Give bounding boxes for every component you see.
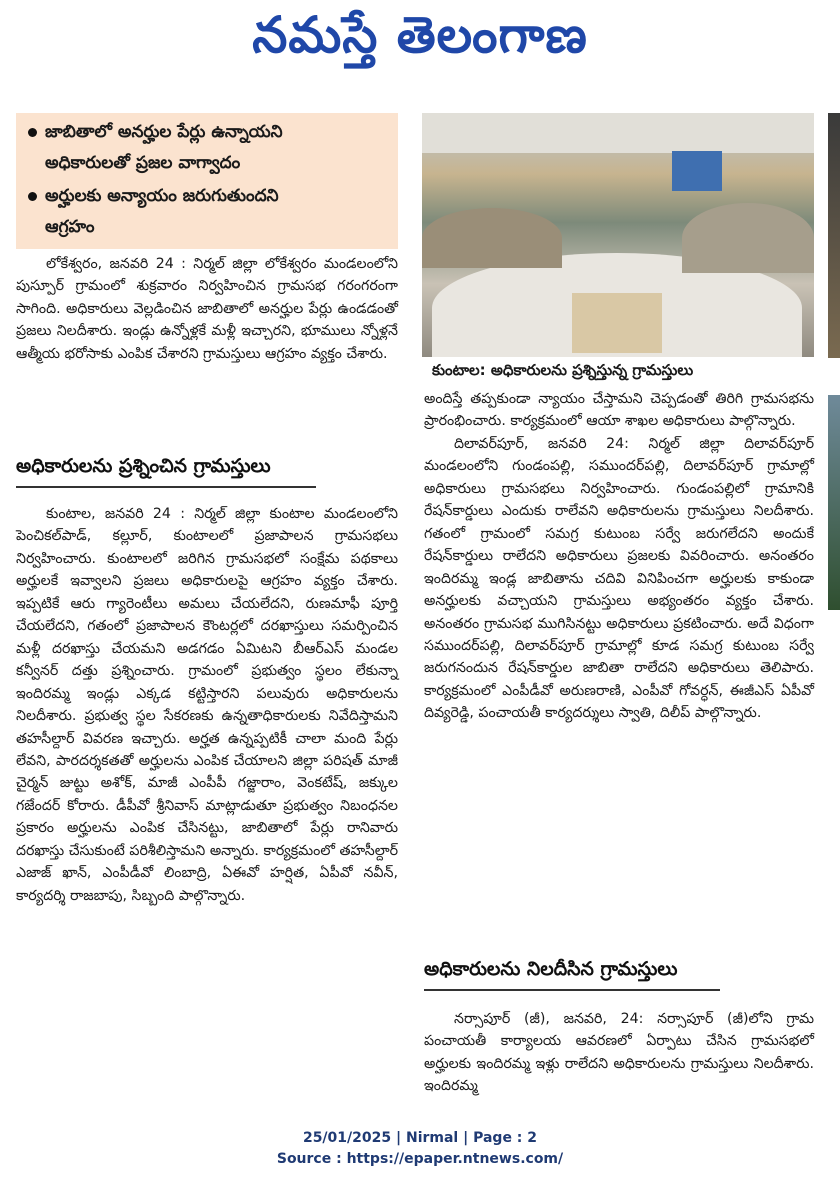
- highlight-item-cont: ఆగ్రహం: [45, 217, 95, 237]
- photo-caption: కుంటాల: అధికారులను ప్రశ్నిస్తున్న గ్రామస్తులు: [432, 361, 694, 379]
- article-right-top: [424, 388, 814, 725]
- article-left-intro: [16, 253, 398, 365]
- photo-banner: [672, 151, 722, 191]
- article-left-body: [16, 503, 398, 907]
- highlight-item: జాబితాలో అనర్హుల పేర్లు ఉన్నాయని: [28, 117, 388, 148]
- bullet-icon: [28, 128, 37, 137]
- article-paragraph: కుంటాల, జనవరి 24 : నిర్మల్ జిల్లా కుంటాల మండలంలోని పెంచికల్‌పాడ్, కల్లూర్, కుంటాలలో ప్రజాపాలన గ్రామసభలు నిర్వహించారు. కుంటాలలో జరిగిన గ్రామసభలో సంక్షేమ పథకాలు అర్హులకే ఇవ్వాలని ప్రజలు అధికారులపై ఆగ్రహం వ్యక్తం చేశారు. ఇప్పటికే ఆరు గ్యారెంటీలు అమలు చేయలేదని, రుణమాఫీ పూర్తి చేయలేదని, గతంలో ప్రజాపాలన కౌంటర్లలో దరఖాస్తులు సమర్పించిన మళ్లీ దరఖాస్తు చేయమని అడగడం ఏమిటని బీఆర్‌ఎస్ మండల కన్వీనర్ దత్తు ప్రశ్నించారు. గ్రామంలో ప్రభుత్వం స్థలం లేకున్నా ఇందిరమ్మ ఇండ్లు ఎక్కడ కట్టిస్తారని పలువురు అధికారులను నిలదీశారు. ప్రభుత్వ స్థల సేకరణకు ఉన్నతాధికారులకు నివేదిస్తామని తహసీల్దార్ వివరణ ఇచ్చారు. అర్హత ఉన్నప్పటికీ చాలా మంది పేర్లు లేవని, పారదర్శకతతో అర్హులను ఎంపిక చేయాలని జిల్లా పరిషత్ మాజీ చైర్మన్ జుట్టు అశోక్, మాజీ ఎంపీపీ గజ్జారాం, వెంకటేష్, జక్కుల గజేందర్ కోరారు. డీపీవో శ్రీనివాస్ మాట్లాడుతూ ప్రభుత్వం నిబంధనల ప్రకారం అర్హులను ఎంపిక చేసినట్టు, జాబితాలో పేర్లు రానివారు దరఖాస్తు చేసుకుంటే పరిశీలిస్తామని అన్నారు. కార్యక్రమంలో తహసీల్దార్ ఎజాజ్ ఖాన్, ఎంపీడీవో లింబాద్రి, ఏఈవో హర్షిత, ఏపీవో నవీన్, కార్యదర్శి రాజబాపు, సిబ్బంది పాల్గొన్నారు.: [16, 506, 398, 904]
- subheading-underline: [424, 989, 720, 991]
- adjacent-photo-edge: [828, 395, 840, 610]
- footer-source-line: Source : https://epaper.ntnews.com/: [276, 1151, 564, 1167]
- footer-date-line: 25/01/2025 | Nirmal | Page : 2: [302, 1130, 538, 1146]
- highlights-box: [16, 113, 398, 249]
- photo-crowd: [682, 203, 814, 273]
- subheading: అధికారులను నిలదీసిన గ్రామస్తులు: [424, 958, 678, 980]
- article-right-bottom: [424, 1008, 814, 1098]
- photo-tent: [422, 113, 814, 153]
- masthead-title: నమస్తే తెలంగాణ: [252, 6, 588, 64]
- masthead: [0, 6, 840, 70]
- article-paragraph: దిలావర్‌పూర్, జనవరి 24: నిర్మల్ జిల్లా దిలావర్‌పూర్ మండలంలోని గుండంపల్లి, సముందర్‌పల్లి, దిలావర్‌పూర్ గ్రామాల్లో అధికారులు గ్రామసభలు నిర్వహించారు. గుండంపల్లిలో గ్రామానికి రేషన్‌కార్డులు ఎందుకు రాలేవని అధికారులను గ్రామస్తులు నిలదీశారు. గతంలో గ్రామంలో సమగ్ర కుటుంబ సర్వే జరుగలేదని అందుకే రేషన్‌కార్డులు రాలేదని అధికారులు ప్రజలకు వివరించారు. అనంతరం ఇందిరమ్మ ఇండ్ల జాబితాను చదివి వినిపించగా అర్హులకు కాకుండా అనర్హులకు వచ్చాయని గ్రామస్తులు అభ్యంతరం వ్యక్తం చేశారు. అనంతరం గ్రామసభ ముగిసినట్టు అధికారులు ప్రకటించారు. అదే విధంగా సముందర్‌పల్లి, దిలావర్‌పూర్ గ్రామాల్లో కూడ సమగ్ర కుటుంబ సర్వే జరుగనందున రేషన్‌కార్డుల జాబితా రాలేదని అధికారులు తెలిపారు. కార్యక్రమంలో ఎంపీడీవో అరుణరాణి, ఎంపీవో గోవర్ధన్, ఈజీఎస్ ఏపీవో దివ్యరెడ్డి, పంచాయతీ కార్యదర్శులు స్వాతి, దిలీప్ పాల్గొన్నారు.: [424, 435, 814, 722]
- photo-crowd: [422, 208, 562, 268]
- adjacent-photo-edge: [828, 113, 840, 358]
- subheading-underline: [16, 486, 316, 488]
- highlight-item-cont: అధికారులతో ప్రజల వాగ్వాదం: [45, 153, 241, 173]
- photo-table: [572, 293, 662, 353]
- article-paragraph: నర్సాపూర్ (జీ), జనవరి, 24: నర్సాపూర్ (జీ)లోని గ్రామ పంచాయతీ కార్యాలయ ఆవరణలో ఏర్పాటు చేసిన గ్రామసభలో అర్హులకు ఇందిరమ్మ ఇళ్లు రాలేదని అధికారులను గ్రామస్తులు నిలదీశారు. ఇందిరమ్మ: [424, 1011, 814, 1095]
- article-paragraph: లోకేశ్వరం, జనవరి 24 : నిర్మల్ జిల్లా లోకేశ్వరం మండలంలోని పుస్పూర్ గ్రామంలో శుక్రవారం నిర్వహించిన గ్రామసభ గరంగరంగా సాగింది. అధికారులు వెల్లడించిన జాబితాలో అనర్హుల పేర్లు ఉండడంతో ప్రజలు నిలదీశారు. ఇండ్లు ఉన్నోళ్లకే మళ్లీ ఇచ్చారని, భూములు న్నోళ్లనే ఆత్మీయ భరోసాకు ఎంపిక చేశారని గ్రామస్తులు ఆగ్రహం వ్యక్తం చేశారు.: [16, 256, 398, 362]
- bullet-icon: [28, 192, 37, 201]
- news-photo: [422, 113, 814, 357]
- article-paragraph: అందిస్తే తప్పకుండా న్యాయం చేస్తామని చెప్పడంతో తిరిగి గ్రామసభను ప్రారంభించారు. కార్యక్రమంలో ఆయా శాఖల అధికారులు పాల్గొన్నారు.: [424, 391, 814, 430]
- highlight-item: అర్హులకు అన్యాయం జరుగుతుందని: [28, 181, 388, 212]
- subheading: అధికారులను ప్రశ్నించిన గ్రామస్తులు: [16, 455, 271, 477]
